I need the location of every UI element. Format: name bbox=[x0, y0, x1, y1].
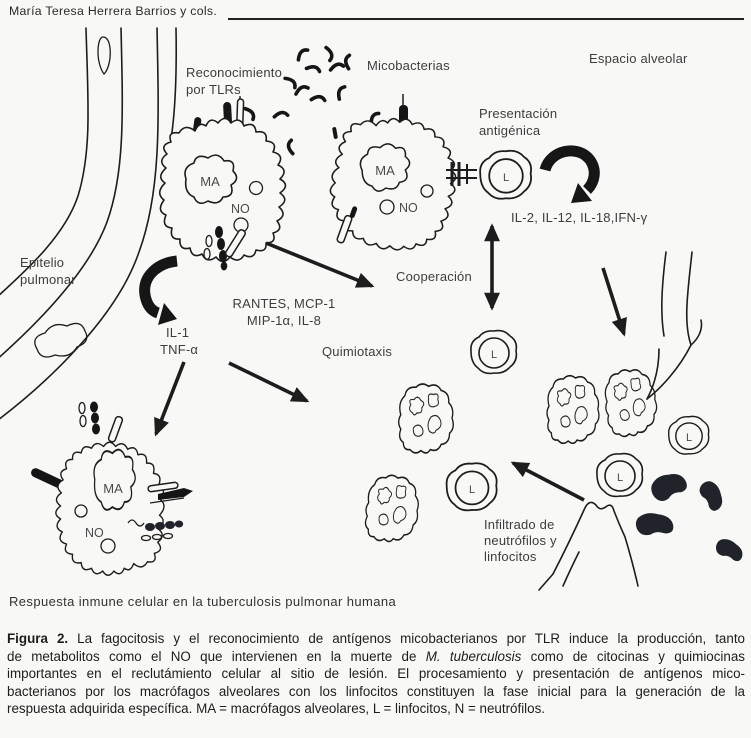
label-citocinas-linfocito: IL-2, IL-12, IL-18,IFN-γ bbox=[511, 210, 648, 225]
lymphocyte-5 bbox=[597, 454, 643, 497]
arrow-activation-curved bbox=[545, 151, 594, 203]
label-infiltrado-3: linfocitos bbox=[484, 549, 537, 564]
arrow-infiltrate-upleft bbox=[513, 463, 584, 500]
lymphocyte-2 bbox=[471, 331, 517, 374]
running-header: María Teresa Herrera Barrios y cols. bbox=[9, 4, 218, 18]
l-label-4: L bbox=[685, 432, 693, 444]
no-label-1: NO bbox=[231, 202, 250, 216]
label-micobacterias: Micobacterias bbox=[367, 58, 450, 73]
label-reconocimiento-1: Reconocimiento bbox=[186, 65, 283, 80]
arrow-macrophage-cooperation bbox=[266, 243, 372, 286]
label-espacio-alveolar: Espacio alveolar bbox=[589, 51, 688, 66]
immunological-synapse bbox=[446, 162, 477, 186]
arrow-quimiotaxis bbox=[229, 363, 307, 401]
caption-line-4: bacterianos por los macrófagos alveolares con los linfocitos constituyen la fase inicial para la generación de la bbox=[7, 683, 745, 699]
l-label-2: L bbox=[490, 349, 498, 361]
figure-caption bbox=[7, 630, 745, 718]
lymphocyte-4 bbox=[669, 416, 709, 454]
lymphocyte-3 bbox=[447, 463, 497, 510]
label-infiltrado-1: Infiltrado de bbox=[484, 517, 555, 532]
label-quimiotaxis: Quimiotaxis bbox=[322, 344, 393, 359]
pulmonary-epithelium-left bbox=[0, 28, 176, 420]
caption-text: de metabolitos como el NO que intervienen en la muerte de bbox=[7, 648, 426, 664]
label-infiltrado-2: neutrófilos y bbox=[484, 533, 557, 548]
ma-label-2: MA bbox=[375, 163, 395, 178]
figure-title: Respuesta inmune celular en la tuberculosis pulmonar humana bbox=[9, 594, 397, 609]
alveolar-macrophage-3 bbox=[30, 402, 193, 576]
caption-line-3: importantes en el reclutámiento celular al sitio de lesión. El procesamiento y presentación de antígenos mico- bbox=[7, 666, 745, 681]
arrow-to-macrophage-3 bbox=[156, 362, 184, 434]
label-presentacion-2: antigénica bbox=[479, 123, 541, 138]
dark-cell-cluster bbox=[634, 471, 746, 566]
caption-text: como de citocinas y quimiocinas bbox=[521, 648, 745, 664]
l-label-3: L bbox=[468, 484, 476, 496]
l-label-1: L bbox=[502, 172, 510, 184]
neutrophil-3 bbox=[547, 376, 599, 444]
caption-line-5: respuesta adquirida específica. MA = macrófagos alveolares, L = linfocitos, N = neutrófilos. bbox=[7, 701, 546, 716]
label-presentacion-1: Presentación bbox=[479, 106, 558, 121]
caption-line-1 bbox=[7, 630, 745, 648]
label-reconocimiento-2: por TLRs bbox=[186, 82, 241, 97]
neutrophil-2 bbox=[363, 473, 422, 544]
arrow-cytokine-curved bbox=[145, 261, 177, 325]
neutrophil-1 bbox=[399, 384, 454, 453]
ma-label-1: MA bbox=[200, 174, 220, 189]
caption-species-italic: M. tuberculosis bbox=[425, 648, 522, 664]
l-label-5: L bbox=[616, 472, 624, 484]
tissue-flap-right bbox=[647, 252, 702, 399]
label-citocinas-ma-1: IL-1 bbox=[166, 325, 190, 340]
label-cooperacion: Cooperación bbox=[396, 269, 472, 284]
neutrophil-4 bbox=[602, 367, 659, 438]
label-epitelio-1: Epitelio bbox=[20, 255, 65, 270]
epithelial-nucleus bbox=[98, 37, 110, 74]
no-label-3: NO bbox=[85, 526, 104, 540]
label-citocinas-ma-2: TNF-α bbox=[160, 342, 199, 357]
epithelial-cell bbox=[35, 323, 87, 357]
arrow-to-infiltrate bbox=[603, 268, 624, 334]
ma-label-3: MA bbox=[103, 481, 123, 496]
alveolar-macrophage-2 bbox=[321, 94, 465, 259]
label-quimiocinas-1: RANTES, MCP-1 bbox=[232, 296, 336, 311]
label-epitelio-2: pulmonar bbox=[20, 272, 76, 287]
caption-figura-label: Figura 2. bbox=[7, 631, 69, 646]
caption-line-2 bbox=[7, 648, 745, 666]
label-quimiocinas-2: MIP-1α, IL-8 bbox=[246, 313, 322, 328]
caption-text: La fagocitosis y el reconocimiento de antígenos micobacterianos por TLR induce la producción, tanto bbox=[68, 631, 745, 646]
no-label-2: NO bbox=[399, 201, 418, 215]
lymphocyte-1 bbox=[480, 151, 531, 199]
